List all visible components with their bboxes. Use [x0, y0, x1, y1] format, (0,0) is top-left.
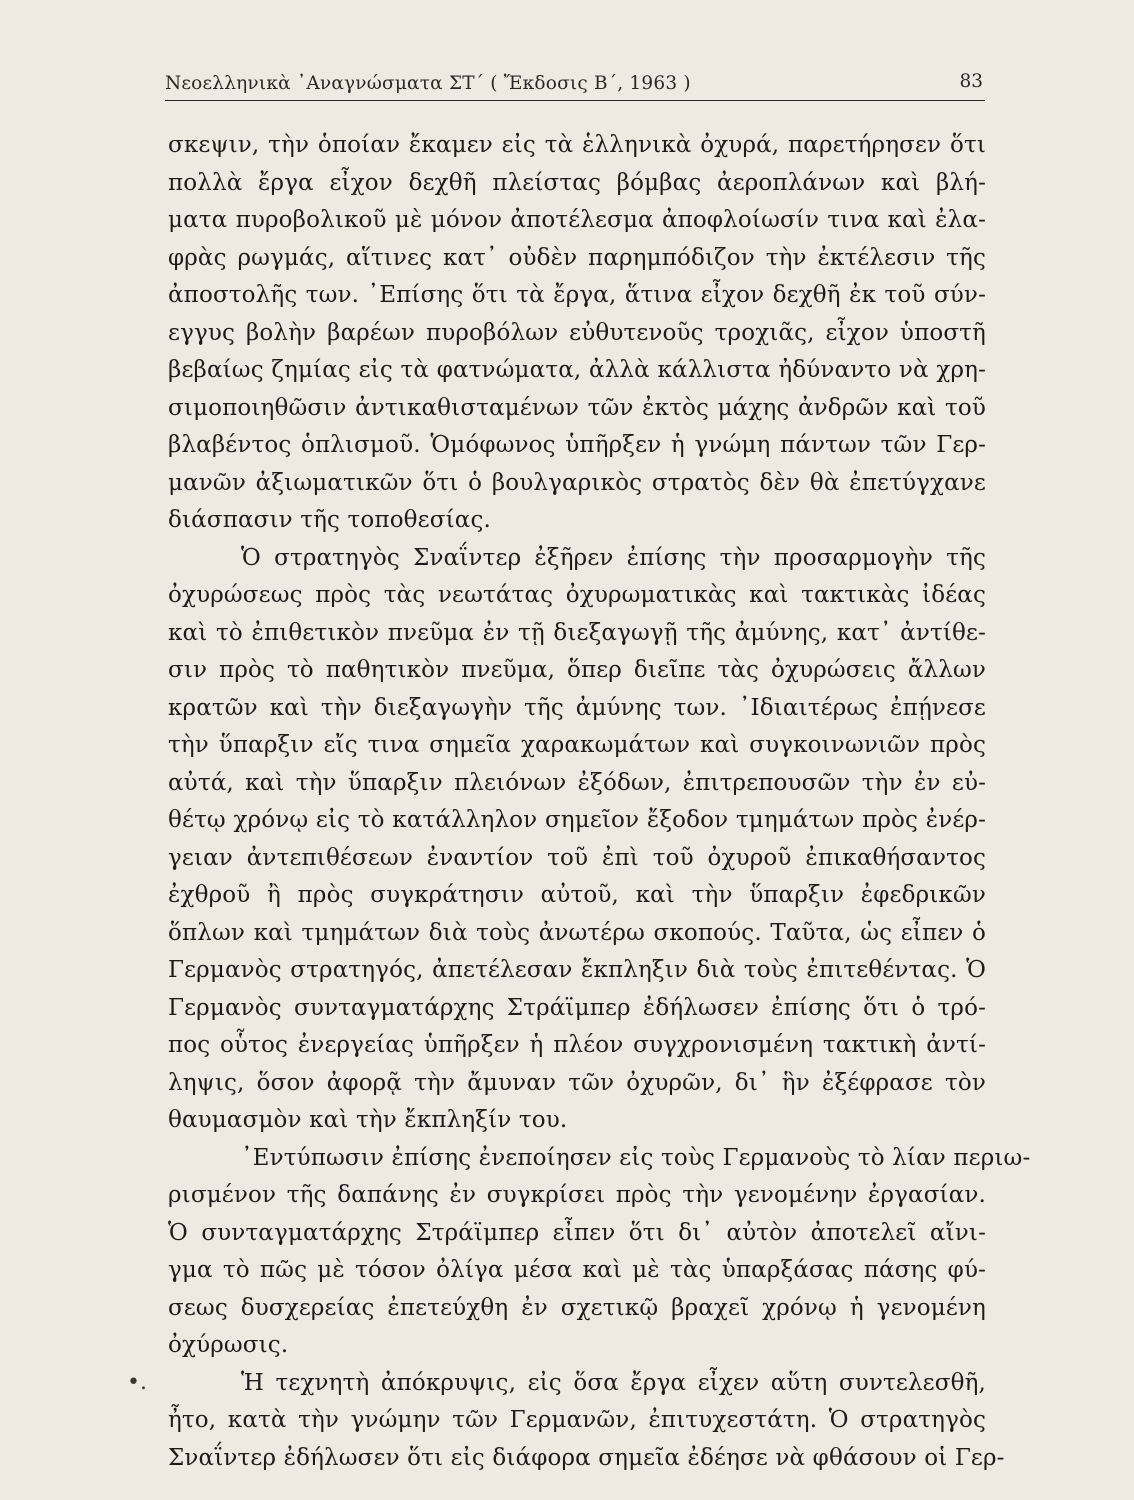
text-line: ὀχύρωσις.: [168, 1332, 289, 1358]
text-line: θέτῳ χρόνῳ εἰς τὸ κατάλληλον σημεῖον ἔξοδον τμημάτων πρὸς ἐνέρ-: [168, 807, 986, 833]
text-line: Γερμανὸς συνταγματάρχης Στράϊμπερ ἐδήλωσεν ἐπίσης ὅτι ὁ τρό-: [168, 994, 986, 1021]
text-line: ὀχυρώσεως πρὸς τὰς νεωτάτας ὀχυρωματικὰς καὶ τακτικὰς ἰδέας: [168, 582, 986, 608]
text-line: εγγυς βολὴν βαρέων πυροβόλων εὐθυτενοῦς τροχιᾶς, εἶχον ὑποστῆ: [168, 319, 986, 346]
text-line: Ὁ συνταγματάρχης Στράϊμπερ εἶπεν ὅτι δι᾽ αὐτὸν ἀποτελεῖ αἴνι-: [168, 1219, 986, 1246]
text-line: ὅπλων καὶ τμημάτων διὰ τοὺς ἀνωτέρω σκοπούς. Ταῦτα, ὡς εἶπεν ὁ: [168, 919, 986, 946]
text-line: φρὰς ρωγμάς, αἵτινες κατ᾽ οὐδὲν παρημπόδιζον τὴν ἐκτέλεσιν τῆς: [168, 244, 986, 271]
text-line: διάσπασιν τῆς τοποθεσίας.: [168, 507, 491, 533]
text-line: σιμοποιηθῶσιν ἀντικαθισταμένων τῶν ἐκτὸς μάχης ἀνδρῶν καὶ τοῦ: [168, 394, 986, 421]
margin-mark: •.: [127, 1370, 147, 1395]
text-line: ἐχθροῦ ἢ πρὸς συγκράτησιν αὐτοῦ, καὶ τὴν ὕπαρξιν ἐφεδρικῶν: [168, 882, 986, 908]
text-line: κρατῶν καὶ τὴν διεξαγωγὴν τῆς ἀμύνης των. ᾽Ιδιαιτέρως ἐπῄνεσε: [168, 694, 986, 721]
text-line: πος οὗτος ἐνεργείας ὑπῆρξεν ἡ πλέον συγχρονισμένη τακτικὴ ἀντί-: [168, 1032, 986, 1058]
text-line: ληψις, ὅσον ἀφορᾷ τὴν ἄμυναν τῶν ὀχυρῶν, δι᾽ ἣν ἐξέφρασε τὸν: [168, 1069, 986, 1096]
text-line: ἀποστολῆς των. ᾽Επίσης ὅτι τὰ ἔργα, ἅτινα εἶχον δεχθῆ ἐκ τοῦ σύν-: [168, 282, 986, 308]
text-line: γειαν ἀντεπιθέσεων ἐναντίον τοῦ ἐπὶ τοῦ ὀχυροῦ ἐπικαθήσαντος: [168, 844, 986, 871]
text-line: πολλὰ ἔργα εἶχον δεχθῆ πλείστας βόμβας ἀεροπλάνων καὶ βλή-: [168, 169, 986, 196]
text-line: ματα πυροβολικοῦ μὲ μόνον ἀποτέλεσμα ἀποφλοίωσίν τινα καὶ ἐλα-: [168, 207, 986, 233]
text-line: ρισμένον τῆς δαπάνης ἐν συγκρίσει πρὸς τὴν γενομένην ἐργασίαν.: [168, 1182, 986, 1208]
paragraph: [168, 127, 986, 540]
text-line: αὐτά, καὶ τὴν ὕπαρξιν πλειόνων ἐξόδων, ἐπιτρεπουσῶν τὴν ἐν εὐ-: [168, 769, 986, 796]
text-line: βλαβέντος ὁπλισμοῦ. Ὁμόφωνος ὑπῆρξεν ἡ γνώμη πάντων τῶν Γερ-: [168, 432, 986, 458]
text-line: Ὁ στρατηγὸς Σναΐντερ ἐξῆρεν ἐπίσης τὴν προσαρμογὴν τῆς: [241, 544, 986, 571]
text-line: ᾽Εντύπωσιν ἐπίσης ἐνεποίησεν εἰς τοὺς Γερμανοὺς τὸ λίαν περιω-: [241, 1144, 1031, 1171]
paragraph: [168, 1140, 1031, 1365]
text-line: ἦτο, κατὰ τὴν γνώμην τῶν Γερμανῶν, ἐπιτυχεστάτη. Ὁ στρατηγὸς: [168, 1407, 986, 1433]
text-line: τὴν ὕπαρξιν εἴς τινα σημεῖα χαρακωμάτων καὶ συγκοινωνιῶν πρὸς: [168, 732, 986, 758]
page-number: 83: [959, 71, 983, 92]
text-line: γμα τὸ πῶς μὲ τόσον ὀλίγα μέσα καὶ μὲ τὰς ὑπαρξάσας πάσης φύ-: [168, 1257, 986, 1283]
paragraph: [168, 540, 986, 1140]
text-line: Γερμανὸς στρατηγός, ἀπετέλεσαν ἔκπληξιν διὰ τοὺς ἐπιτεθέντας. Ὁ: [168, 957, 986, 983]
text-line: Σναΐντερ ἐδήλωσεν ὅτι εἰς διάφορα σημεῖα ἐδέησε νὰ φθάσουν οἱ Γερ-: [168, 1444, 1005, 1471]
text-line: βεβαίως ζημίας εἰς τὰ φατνώματα, ἀλλὰ κάλλιστα ἠδύναντο νὰ χρη-: [168, 357, 986, 383]
text-line: σεως δυσχερείας ἐπετεύχθη ἐν σχετικῷ βραχεῖ χρόνῳ ἡ γενομένη: [168, 1294, 986, 1321]
text-line: Ἡ τεχνητὴ ἀπόκρυψις, εἰς ὅσα ἔργα εἶχεν αὕτη συντελεσθῆ,: [241, 1369, 986, 1396]
header-title: Νεοελληνικὰ ᾽Αναγνώσματα ΣΤ΄ ( Ἔκδοσις Β΄, 1963 ): [165, 73, 691, 94]
text-line: σκεψιν, τὴν ὁποίαν ἔκαμεν εἰς τὰ ἑλληνικὰ ὀχυρά, παρετήρησεν ὅτι: [168, 132, 986, 158]
body-text: [168, 127, 1031, 1477]
text-line: σιν πρὸς τὸ παθητικὸν πνεῦμα, ὅπερ διεῖπε τὰς ὀχυρώσεις ἄλλων: [168, 657, 986, 683]
paragraph: [168, 1365, 1005, 1478]
running-header: [165, 66, 985, 101]
text-line: θαυμασμὸν καὶ τὴν ἔκπληξίν του.: [168, 1107, 568, 1133]
text-line: μανῶν ἀξιωματικῶν ὅτι ὁ βουλγαρικὸς στρατὸς δὲν θὰ ἐπετύγχανε: [168, 469, 986, 496]
text-line: καὶ τὸ ἐπιθετικὸν πνεῦμα ἐν τῇ διεξαγωγῇ τῆς ἀμύνης, κατ᾽ ἀντίθε-: [168, 619, 986, 646]
